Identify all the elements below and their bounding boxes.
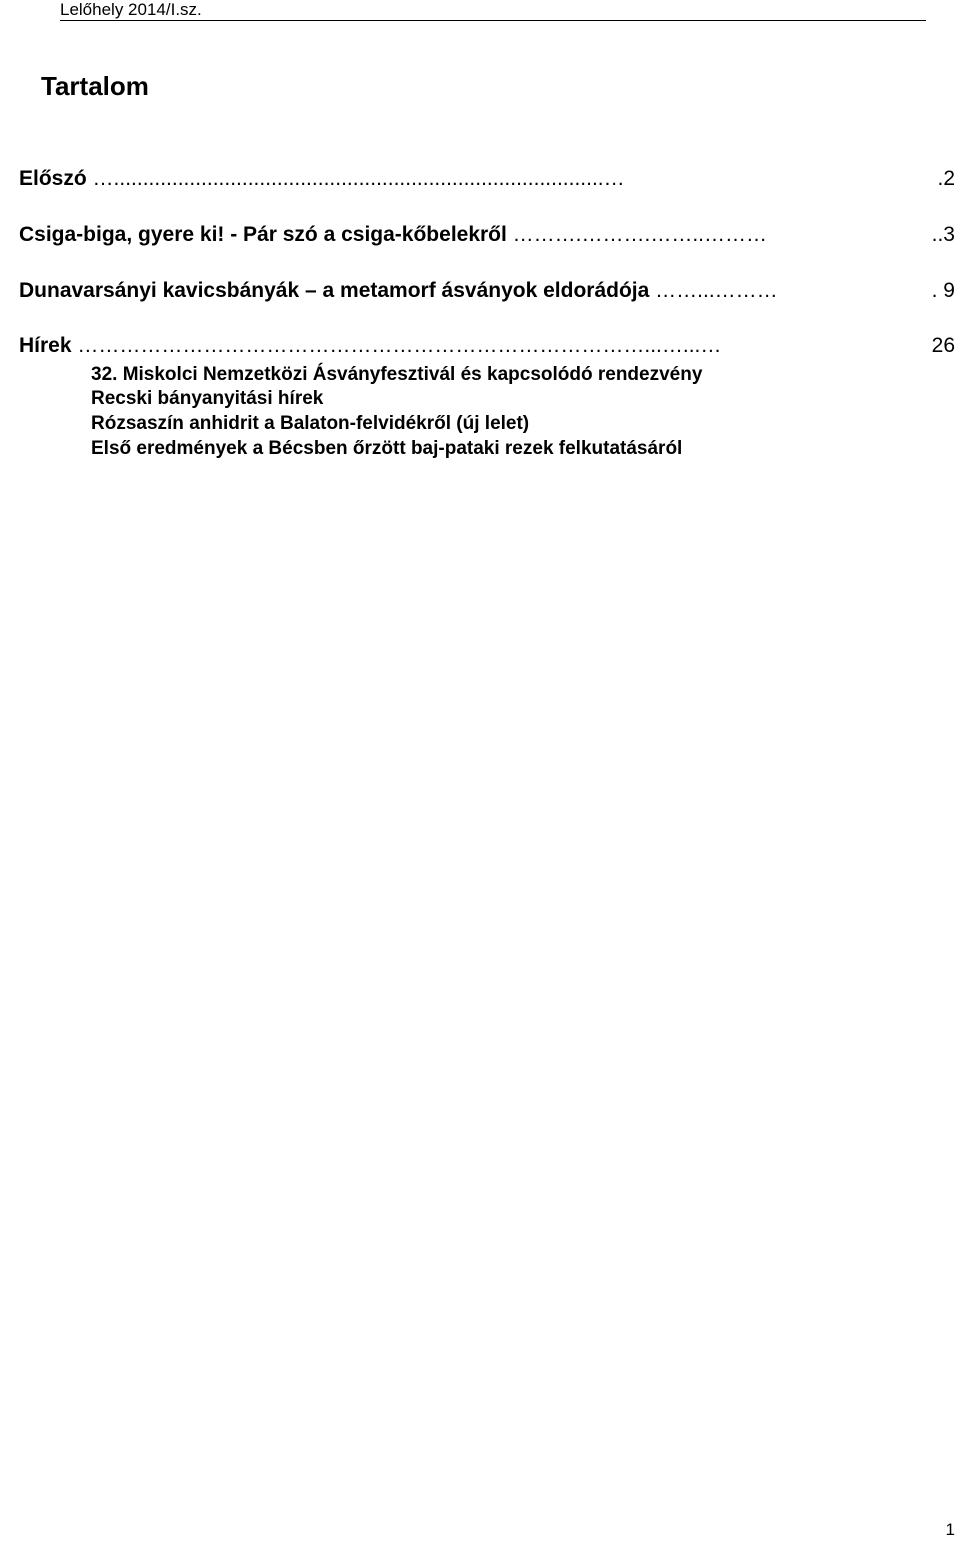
page-header [60,0,926,21]
news-item: Rózsaszín anhidrit a Balaton-felvidékről (új lelet) [91,413,530,434]
toc-entry-leader: ……….……….……..……… [506,223,768,246]
toc-entry-page: ..3 [931,223,955,246]
toc-entry-hirek[interactable] [19,333,955,359]
toc-entry-label: Dunavarsányi kavicsbányák – a metamorf ásványok eldorádója [19,279,650,302]
news-item: Recski bányanyitási hírek [91,388,324,409]
toc-entry-leader: ………………………………………………………………………...…...… [71,334,722,357]
toc-entry-page: . 9 [931,279,955,302]
toc-entry-eloszo[interactable] [19,166,955,192]
toc-entry-leader: ……...……… [649,279,778,302]
toc-entry-leader: …....................................................................................… [86,167,625,190]
header-text: Lelőhely 2014/I.sz. [60,0,202,19]
toc-entry-page: 26 [931,334,955,357]
news-item: Első eredmények a Bécsben őrzött baj-pataki rezek felkutatásáról [91,438,683,459]
toc-entry-label: Előszó [19,167,87,190]
toc-entry-label: Csiga-biga, gyere ki! - Pár szó a csiga-kőbelekről [19,223,507,246]
news-item: 32. Miskolci Nemzetközi Ásványfesztivál és kapcsolódó rendezvény [91,364,703,385]
page-number: 1 [945,1520,955,1539]
page-title: Tartalom [41,71,149,101]
toc-entry-csiga-biga[interactable] [19,222,955,248]
toc-entry-page: .2 [937,167,955,190]
toc-entry-dunavarsanyi[interactable] [19,278,955,304]
toc-entry-label: Hírek [19,334,72,357]
